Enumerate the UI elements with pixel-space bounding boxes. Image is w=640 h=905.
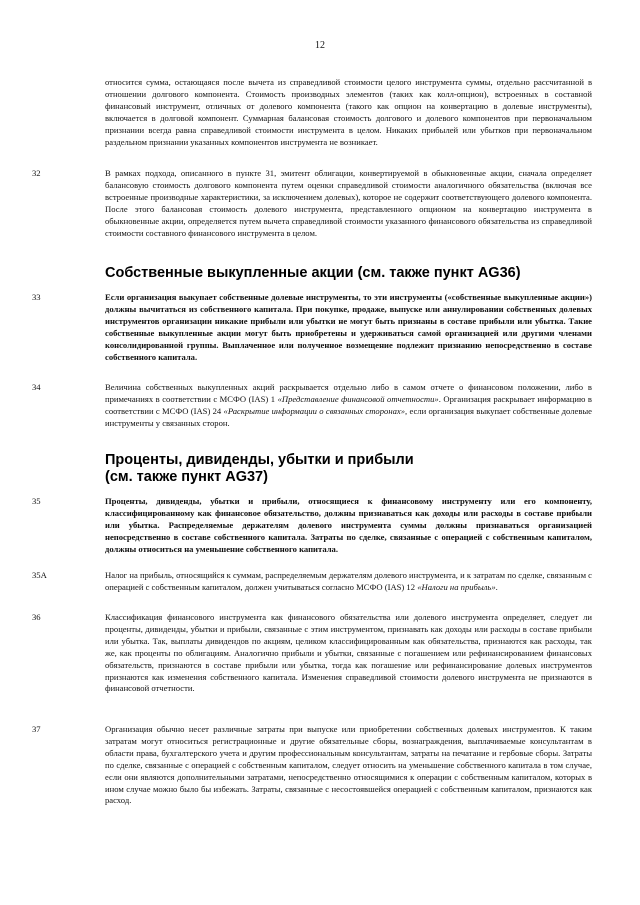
paragraph-number: 36: [32, 612, 41, 622]
paragraph-number: 35: [32, 496, 41, 506]
text-run: .: [495, 581, 498, 592]
paragraph-31-continued: [32, 77, 592, 148]
paragraph-text: В рамках подхода, описанного в пункте 31, эмитент облигации, конвертируемой в обыкновенные акции, сначала определяет балансовую стоимость долгового компонента путем оценки справедливой стоимости аналогичного обязательства (включая все встроенные производные характеристики, за исключением долевых), которое не содержит соответствующего долевого компонента. После этого балансовая стоимость долевого инструмента, представленного опционом на конвертацию инструмента в обыкновенные акции, определяется путем вычета справедливой стоимости указанного финансового обязательства из справедливой стоимости составного финансового инструмента в целом.: [105, 168, 592, 238]
paragraph-text: [105, 382, 592, 430]
standard-title: «Раскрытие информации о связанных сторонах»: [223, 405, 405, 416]
paragraph-37: [32, 724, 592, 807]
paragraph-number: 33: [32, 292, 41, 302]
paragraph-number: 32: [32, 168, 41, 178]
text-run: . Организация раскрывает информацию в соответствии с МСФО (IAS) 24: [105, 393, 592, 416]
paragraph-text: [105, 570, 592, 594]
paragraph-number: 37: [32, 724, 41, 734]
paragraph-text: Если организация выкупает собственные долевые инструменты, то эти инструменты («собственные выкупленные акции») должны вычитаться из собственного капитала. При покупке, продаже, выпуске или аннулировании собственных долевых инструментов организации никакие прибыли или убытки не могут быть признаны в составе прибыли или убытка. Такие собственные выкупленные акции могут быть приобретены и удерживаться самой организацией или другими членами консолидированной группы. Выплаченное или полученное возмещение подлежит признанию непосредственно в составе собственного капитала.: [105, 292, 592, 362]
text-run: Налог на прибыль, относящийся к суммам, распределяемым держателям долевого инструмента, и к затратам по сделке, связанным с операцией с собственным капиталом, должен учитываться согласно МСФО (IAS) 12: [105, 570, 592, 592]
page-number: 12: [315, 40, 325, 51]
standard-title: «Представление финансовой отчетности»: [277, 393, 439, 404]
paragraph-text: Классификация финансового инструмента как финансового обязательства или долевого инструмента определяет, следует ли проценты, дивиденды, убытки и прибыли, связанные с этим инструментом, признавать как доходы или расходы в составе прибыли или убытка. Так, выплаты дивидендов по акциям, целиком классифицированным как обязательства, признаются как расходы, так же, как проценты по облигациям. Аналогично прибыли и убытки, связанные с погашением или рефинансированием финансовых обязательств, признаются в составе прибыли или убытка, тогда как погашение или рефинансирование долевых инструментов признаются как изменения собственного капитала. Изменения справедливой стоимости долевого инструмента не признаются в финансовой отчетности.: [105, 612, 592, 694]
paragraph-text: Проценты, дивиденды, убытки и прибыли, относящиеся к финансовому инструменту или его компоненту, классифицированному как финансовое обязательство, должны признаваться как доходы или расходы в составе прибыли или убытка. Распределяемые держателям долевого инструмента суммы должны признаваться организацией непосредственно в составе собственного капитала. Затраты по сделке, связанные с операцией с собственным капиталом, должны относиться на уменьшение собственного капитала.: [105, 496, 592, 554]
paragraph-text: Организация обычно несет различные затраты при выпуске или приобретении собственных долевых инструментов. К таким затратам могут относиться регистрационные и другие обязательные сборы, вознаграждения, выплачиваемые консультантам в области права, бухгалтерского учета и другим профессиональным консультантам, затраты на печатание и гербовые сборы. Затраты по сделке, связанные с операцией с собственным капиталом, следует относить на уменьшение собственного капитала в том случае, если они являются дополнительными затратами, непосредственно относящимися к операции с собственным капиталом, которых в ином случае можно было бы избежать. Затраты, связанные с несостоявшейся операцией с собственным капиталом, признаются как расход.: [105, 724, 592, 806]
text-run: Величина собственных выкупленных акций раскрывается отдельно либо в самом отчете о финансовом положении, либо в примечаниях в соответствии с МСФО (IAS) 1: [105, 382, 592, 404]
standard-title: «Налоги на прибыль»: [417, 581, 496, 592]
paragraph-33: [32, 292, 592, 363]
paragraph-32: [32, 168, 592, 239]
paragraph-number: 35A: [32, 570, 47, 580]
paragraph-35A: [32, 570, 592, 594]
section-heading-interest-dividends: [105, 452, 575, 486]
paragraph-text: относится сумма, остающаяся после вычета из справедливой стоимости целого инструмента суммы, отдельно рассчитанной в отношении долгового компонента. Стоимость производных элементов (таких как колл-опцион), встроенных в составной финансовый инструмент, отличных от долевого компонента (такого как опцион на конвертацию в долевые инструменты), включается в долговой компонент. Суммарная балансовая стоимость долгового и долевого компонентов при первоначальном признании всегда равна справедливой стоимости инструмента в целом. Никаких прибылей или убытков при первоначальном раздельном признании указанных компонентов инструмента не возникает.: [105, 77, 592, 147]
text-run: , если организация выкупает собственные долевые инструменты у связанных сторон.: [105, 405, 592, 428]
heading-line: (см. также пункт AG37): [105, 469, 268, 485]
paragraph-number: 34: [32, 382, 41, 392]
paragraph-36: [32, 612, 592, 695]
section-heading-treasury-shares: Собственные выкупленные акции (см. также пункт AG36): [105, 265, 521, 281]
heading-line: Проценты, дивиденды, убытки и прибыли: [105, 452, 414, 468]
paragraph-35: [32, 496, 592, 556]
paragraph-34: [32, 382, 592, 430]
